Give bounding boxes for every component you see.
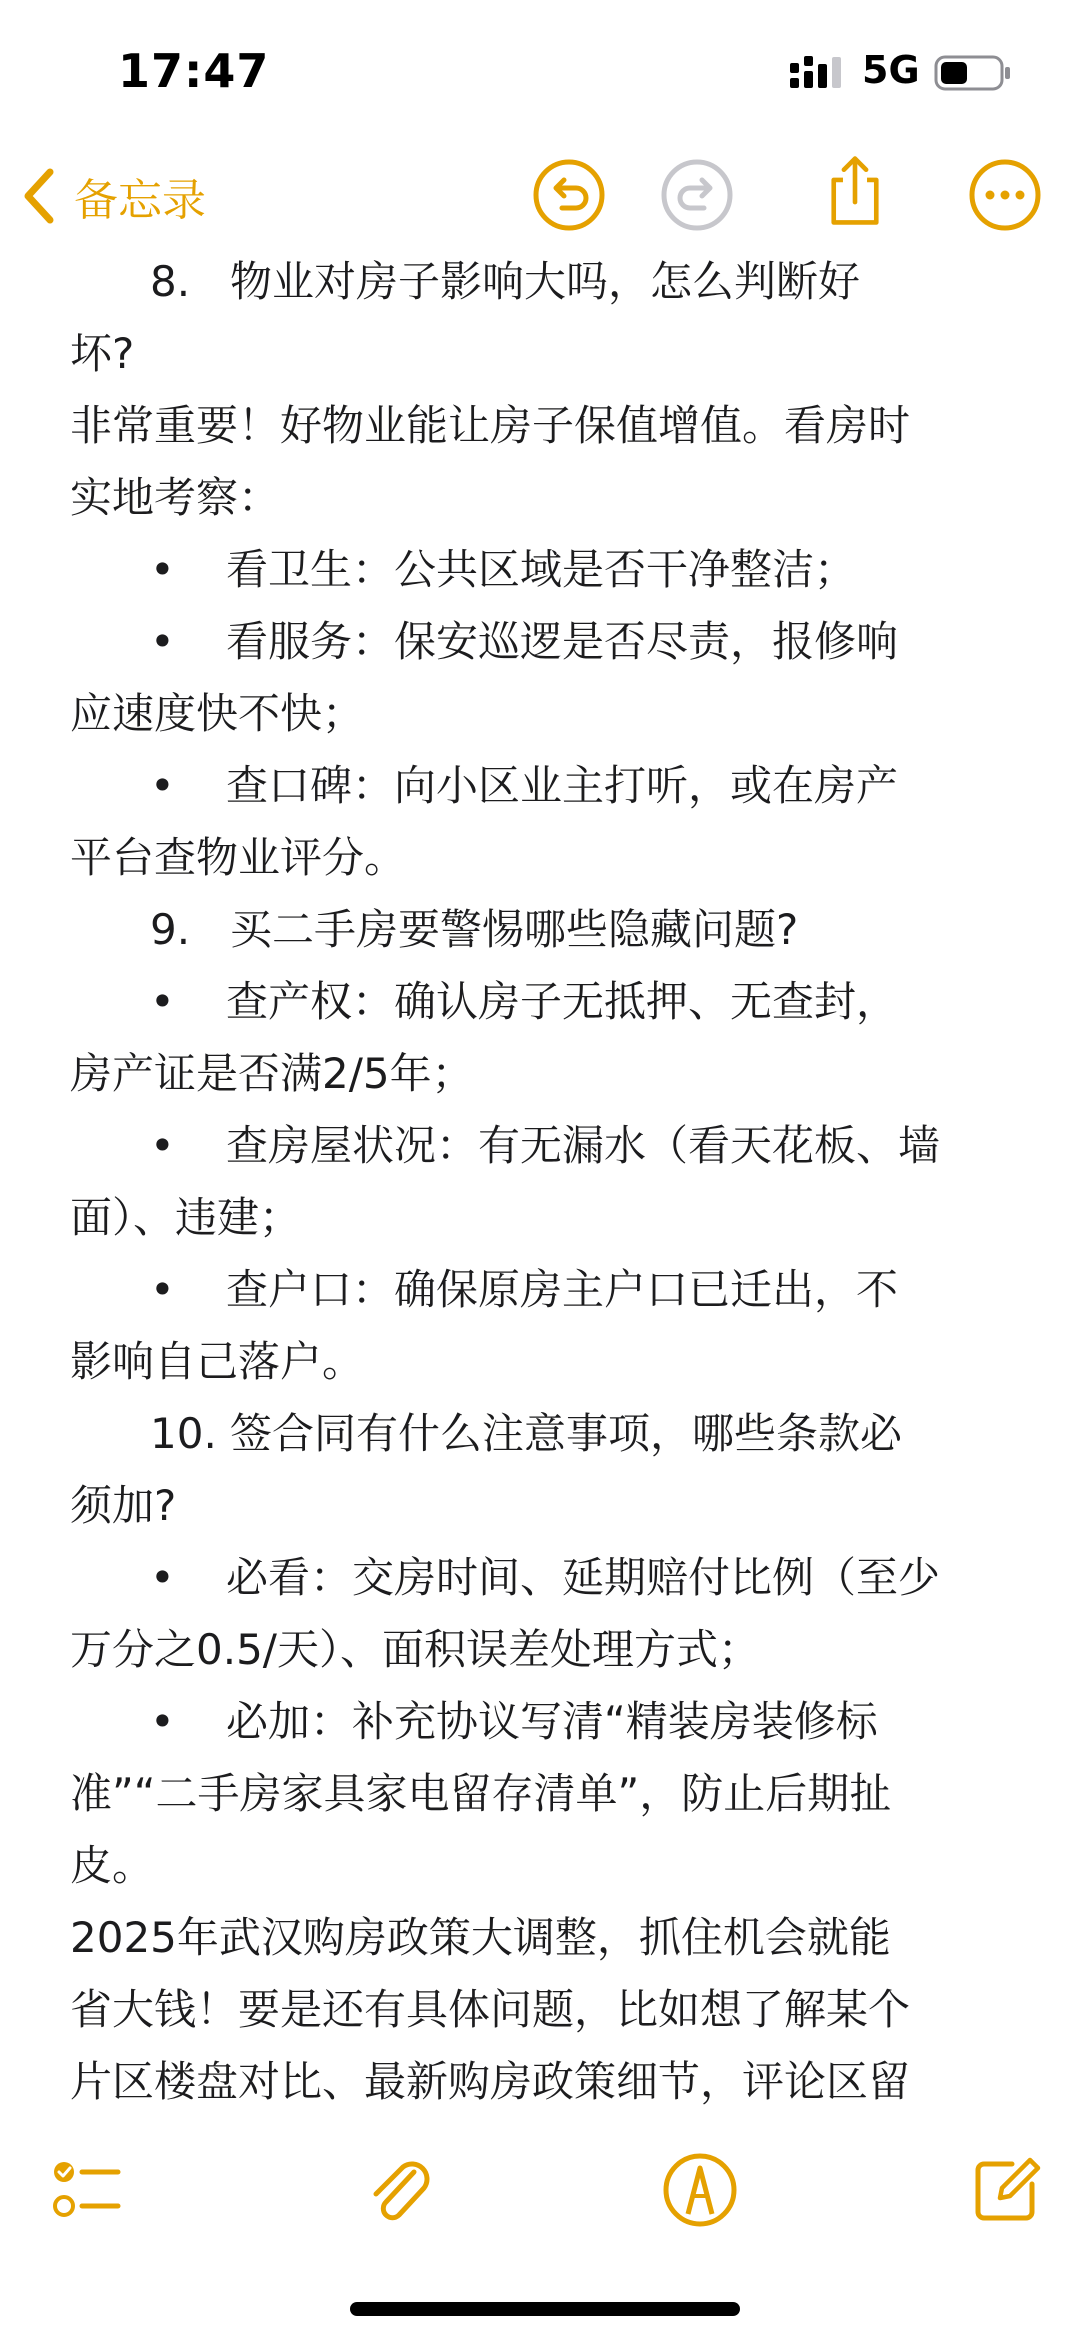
answer-8-line1: 非常重要！好物业能让房子保值增值。看房时 — [70, 401, 911, 450]
checklist-icon[interactable] — [46, 2150, 126, 2230]
bullet-item: • 必看：交房时间、延期赔付比例（至少 — [150, 1553, 941, 1602]
back-label: 备忘录 — [74, 175, 206, 226]
answer-8-line2: 实地考察： — [70, 473, 281, 522]
paperclip-icon[interactable] — [358, 2150, 438, 2230]
question-10-cont: 须加? — [70, 1481, 177, 1530]
chevron-left-icon — [22, 168, 56, 224]
question-8-cont: 坏? — [70, 329, 135, 378]
note-body[interactable] — [70, 246, 1020, 2118]
bullet-item: • 查产权：确认房子无抵押、无查封， — [150, 977, 899, 1026]
ellipsis-icon[interactable] — [968, 158, 1042, 232]
bullet-item-cont: 影响自己落户。 — [70, 1337, 365, 1386]
status-time: 17:47 — [118, 44, 270, 98]
bullet-item: • 查口碑：向小区业主打听，或在房产 — [150, 761, 899, 810]
question-10: 10. 签合同有什么注意事项，哪些条款必 — [150, 1409, 903, 1458]
bullet-item: • 必加：补充协议写清“精装房装修标 — [150, 1697, 878, 1746]
question-9: 9. 买二手房要警惕哪些隐藏问题? — [150, 905, 799, 954]
compose-icon[interactable] — [966, 2150, 1046, 2230]
bullet-item-cont: 平台查物业评分。 — [70, 833, 407, 882]
network-type: 5G — [862, 48, 920, 92]
redo-icon[interactable] — [660, 158, 734, 232]
bullet-item-cont: 应速度快不快； — [70, 689, 365, 738]
bullet-item-cont: 准”“二手房家具家电留存清单”，防止后期扯 — [70, 1769, 892, 1818]
scrolled-text-fade — [70, 30, 1030, 87]
markup-pen-icon[interactable] — [660, 2150, 740, 2230]
bullet-item-cont: 房产证是否满2/5年； — [70, 1049, 474, 1098]
closing-line1: 2025年武汉购房政策大调整，抓住机会就能 — [70, 1913, 891, 1962]
bullet-item-cont: 面）、违建； — [70, 1193, 302, 1242]
question-8: 8. 物业对房子影响大吗，怎么判断好 — [150, 257, 861, 306]
undo-icon[interactable] — [532, 158, 606, 232]
bullet-item: • 查户口：确保原房主户口已迁出，不 — [150, 1265, 899, 1314]
bullet-item-cont: 万分之0.5/天）、面积误差处理方式； — [70, 1625, 760, 1674]
home-indicator[interactable] — [350, 2302, 740, 2316]
note-toolbar — [0, 140, 1080, 250]
bullet-item: • 查房屋状况：有无漏水（看天花板、墙 — [150, 1121, 941, 1170]
closing-line3: 片区楼盘对比、最新购房政策细节，评论区留 — [70, 2057, 911, 2106]
bullet-item-cont: 皮。 — [70, 1841, 155, 1890]
bullet-item: • 看卫生：公共区域是否干净整洁； — [150, 545, 857, 594]
back-button[interactable] — [22, 160, 206, 232]
bullet-item: • 看服务：保安巡逻是否尽责，报修响 — [150, 617, 899, 666]
bottom-toolbar — [0, 2140, 1080, 2260]
share-icon[interactable] — [818, 154, 892, 228]
closing-line2: 省大钱！要是还有具体问题，比如想了解某个 — [70, 1985, 911, 2034]
